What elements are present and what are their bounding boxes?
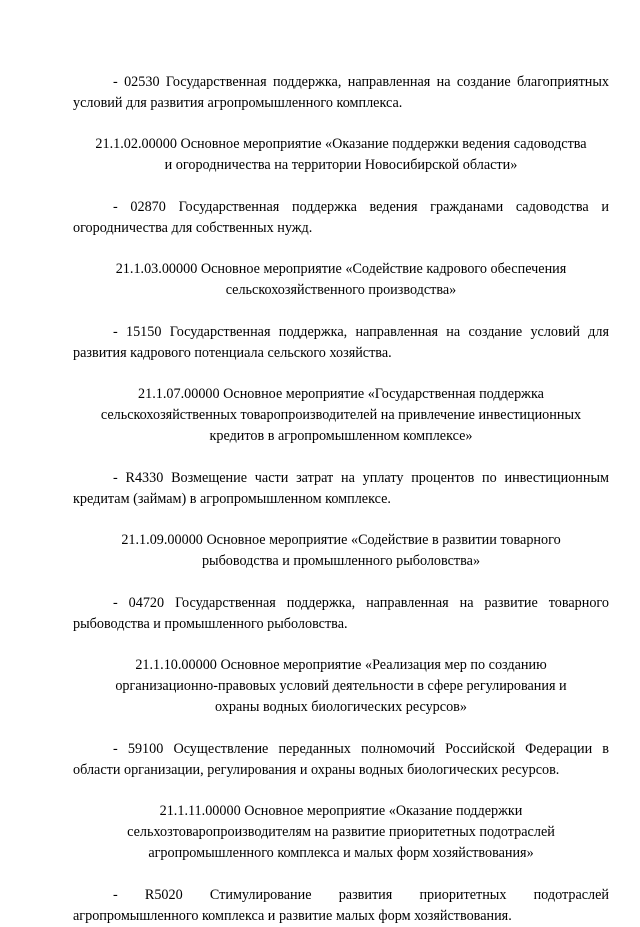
item-code: - R5020 xyxy=(113,887,183,903)
item-text: Государственная поддержка ведения гражданами садоводства и огородничества для собственных нужд. xyxy=(73,199,609,236)
item-code: - 02530 xyxy=(113,74,160,90)
item-text: Государственная поддержка, направленная на создание благоприятных условий для развития агропромышленного комплекса. xyxy=(73,74,609,111)
item-code: - 59100 xyxy=(113,741,164,757)
expense-item-59100 xyxy=(73,739,609,781)
section-heading-21-1-10: 21.1.10.00000 Основное мероприятие «Реализация мер по созданию организационно-правовых условий деятельности в сфере регулирования и охраны водных биологических ресурсов» xyxy=(115,657,567,715)
item-text: Стимулирование развития приоритетных подотраслей агропромышленного комплекса и развитие малых форм хозяйствования. xyxy=(73,887,610,924)
item-text: Государственная поддержка, направленная на создание условий для развития кадрового потенциала сельского хозяйства. xyxy=(73,324,610,361)
section-heading-21-1-09: 21.1.09.00000 Основное мероприятие «Содействие в развитии товарного рыбоводства и промышленного рыболовства» xyxy=(121,532,561,569)
section-heading-21-1-11: 21.1.11.00000 Основное мероприятие «Оказание поддержки сельхозтоваропроизводителям на развитие приоритетных подотраслей агропромышленного комплекса и малых форм хозяйствования» xyxy=(127,803,555,861)
item-code: - 04720 xyxy=(113,595,165,611)
expense-item-02870 xyxy=(73,197,609,239)
section-heading-21-1-07: 21.1.07.00000 Основное мероприятие «Государственная поддержка сельскохозяйственных товаропроизводителей на привлечение инвестиционных кредитов в агропромышленном комплексе» xyxy=(100,386,582,444)
section-heading-21-1-02: 21.1.02.00000 Основное мероприятие «Оказание поддержки ведения садоводства и огородничества на территории Новосибирской области» xyxy=(95,136,587,173)
item-code: - R4330 xyxy=(113,470,164,486)
expense-item-04720 xyxy=(73,593,609,635)
item-text: Возмещение части затрат на уплату процентов по инвестиционным кредитам (займам) в агропромышленном комплексе. xyxy=(73,470,609,507)
section-heading-21-1-03: 21.1.03.00000 Основное мероприятие «Содействие кадрового обеспечения сельскохозяйственного производства» xyxy=(115,261,567,298)
expense-item-02530 xyxy=(73,72,609,114)
item-code: - 15150 xyxy=(113,324,162,340)
expense-item-15150 xyxy=(73,322,609,364)
item-code: - 02870 xyxy=(113,199,166,215)
expense-item-r4330 xyxy=(73,468,609,510)
item-text: Осуществление переданных полномочий Российской Федерации в области организации, регулирования и охраны водных биологических ресурсов. xyxy=(73,741,610,778)
expense-item-r5020 xyxy=(73,885,609,927)
item-text: Государственная поддержка, направленная на развитие товарного рыбоводства и промышленного рыболовства. xyxy=(73,595,609,632)
document-body xyxy=(73,72,609,927)
